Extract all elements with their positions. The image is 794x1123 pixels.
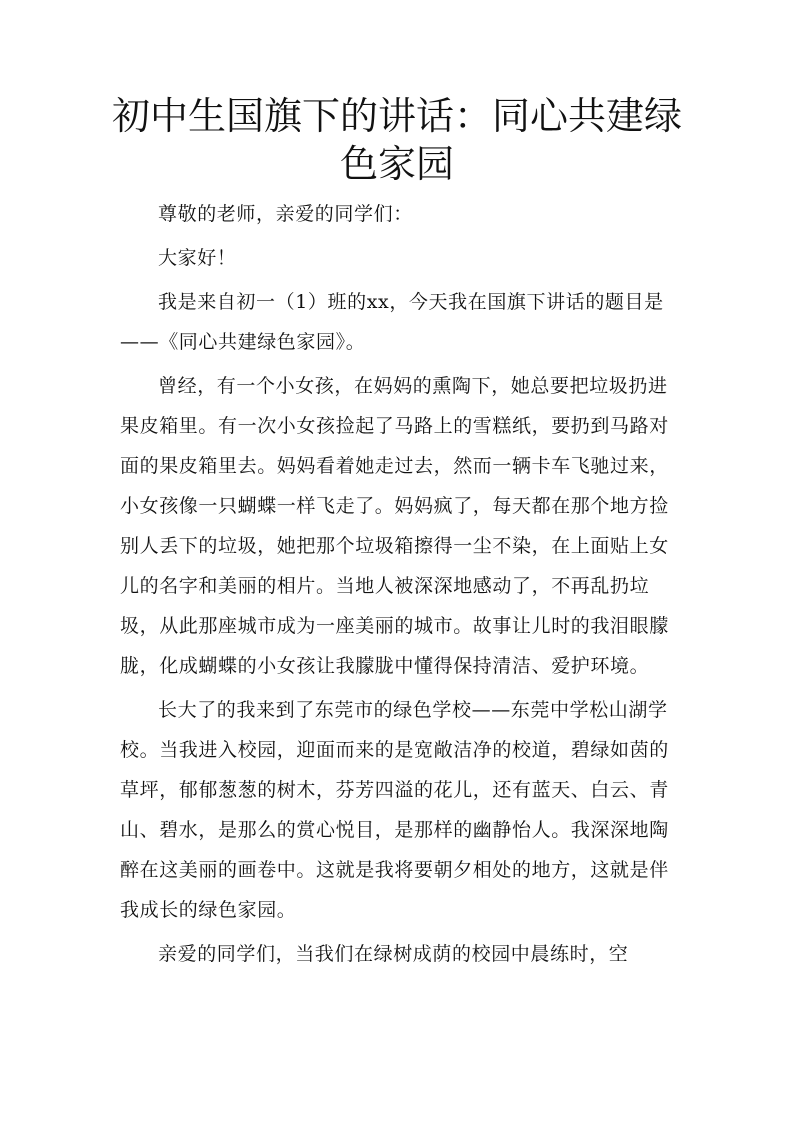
school-paragraph: 长大了的我来到了东莞市的绿色学校——东莞中学松山湖学校。当我进入校园，迎面而来的是宽敞洁净的校道，碧绿如茵的草坪，郁郁葱葱的树木，芬芳四溢的花儿，还有蓝天、白云、青山、碧水，是那么的赏心悦目，是那样的幽静怡人。我深深地陶醉在这美丽的画卷中。这就是我将要朝夕相处的地方，这就是伴我成长的绿色家园。 (120, 699, 669, 921)
document-body (120, 194, 684, 978)
closing-paragraph-fragment: 亲爱的同学们，当我们在绿树成荫的校园中晨练时，空 (158, 943, 629, 965)
salutation-paragraph: 大家好！ (158, 247, 237, 269)
document-title: 初中生国旗下的讲话：同心共建绿色家园 (111, 94, 682, 186)
greeting-paragraph: 尊敬的老师，亲爱的同学们： (158, 203, 413, 225)
story-paragraph: 曾经，有一个小女孩，在妈妈的熏陶下，她总要把垃圾扔进果皮箱里。有一次小女孩捡起了马路上的雪糕纸，要扔到马路对面的果皮箱里去。妈妈看着她走过去，然而一辆卡车飞驰过来，小女孩像一只蝴蝶一样飞走了。妈妈疯了，每天都在那个地方捡别人丢下的垃圾，她把那个垃圾箱擦得一尘不染，在上面贴上女儿的名字和美丽的相片。当地人被深深地感动了，不再乱扔垃圾，从此那座城市成为一座美丽的城市。故事让儿时的我泪眼朦胧，化成蝴蝶的小女孩让我朦胧中懂得保持清洁、爱护环境。 (120, 375, 669, 677)
introduction-paragraph: 我是来自初一（1）班的xx，今天我在国旗下讲话的题目是——《同心共建绿色家园》。 (120, 291, 664, 353)
